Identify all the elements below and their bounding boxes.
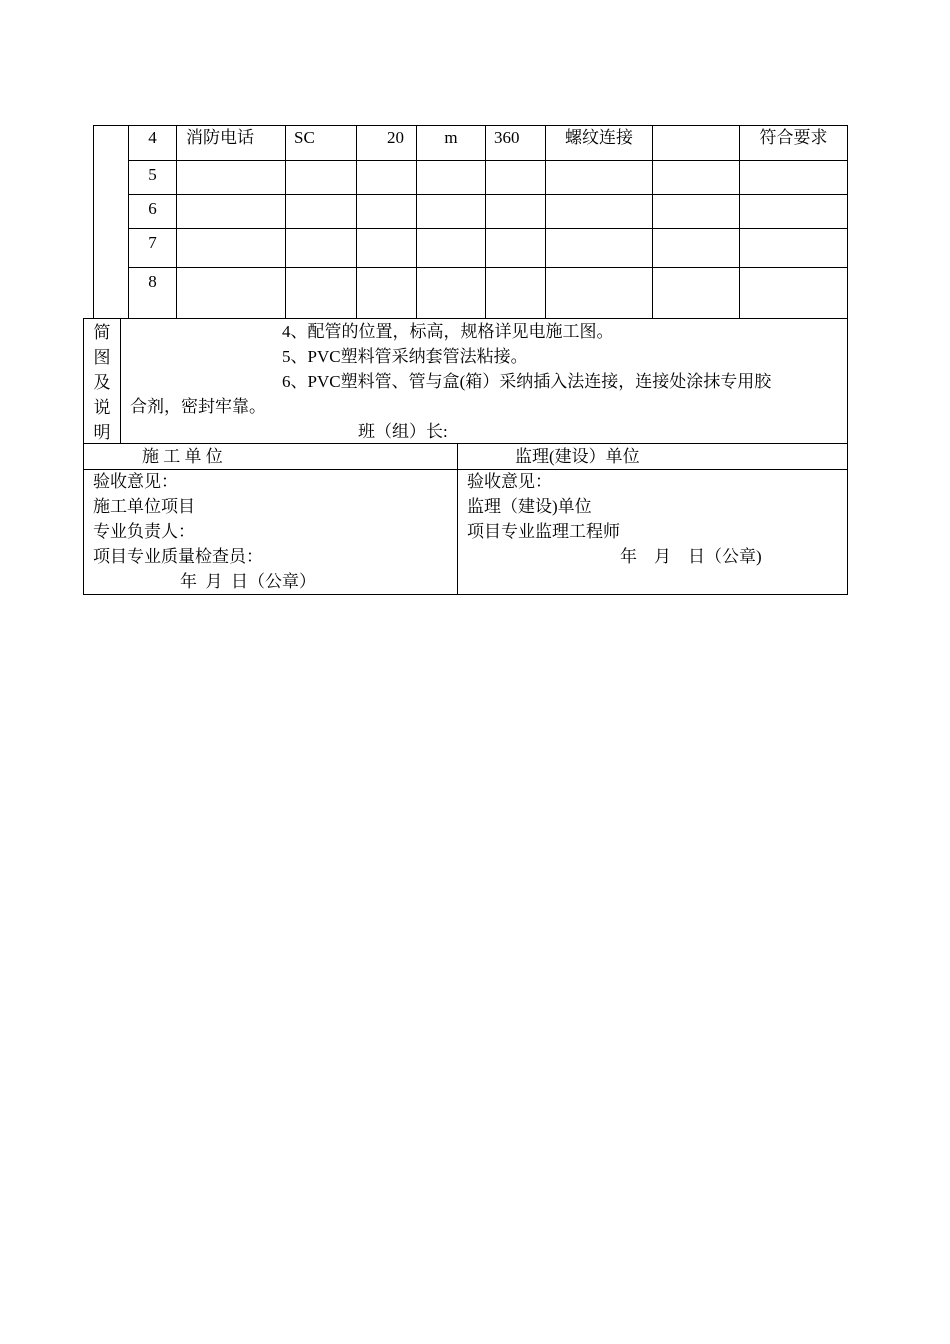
supervision-line: 项目专业监理工程师 (467, 522, 620, 541)
note-line: 合剂，密封牢靠。 (130, 397, 266, 416)
section-rule (83, 443, 848, 444)
construction-opinion-label: 验收意见： (93, 472, 178, 491)
item-method: 螺纹连接 (565, 128, 633, 147)
table-rule (739, 125, 740, 318)
section-border (83, 318, 848, 319)
item-material: SC (294, 128, 315, 147)
table-rule (128, 160, 848, 161)
table-border (93, 125, 94, 318)
table-rule (128, 267, 848, 268)
construction-line: 专业负责人： (93, 522, 195, 541)
note-line: 6、PVC塑料管、管与盒(箱）采纳插入法连接，连接处涂抹专用胶 (282, 372, 772, 391)
supervision-date-seal: 年 月 日（公章) (620, 547, 762, 566)
table-rule (485, 125, 486, 318)
construction-date-seal: 年 月 日（公章） (180, 572, 316, 591)
row-number: 6 (148, 199, 157, 218)
note-line: 5、PVC塑料管采纳套管法粘接。 (282, 347, 528, 366)
table-border (847, 125, 848, 318)
note-line: 4、配管的位置，标高，规格详见电施工图。 (282, 322, 614, 341)
section-border (83, 594, 848, 595)
notes-label-char: 简 (93, 323, 111, 342)
row-number: 4 (148, 128, 157, 147)
item-result: 符合要求 (759, 128, 828, 147)
notes-label-char: 及 (93, 373, 111, 392)
item-quantity: 360 (494, 128, 520, 147)
table-rule (176, 125, 177, 318)
row-number: 8 (148, 272, 157, 291)
construction-line: 施工单位项目 (93, 497, 195, 516)
item-name: 消防电话 (186, 128, 254, 147)
table-border (93, 125, 848, 126)
item-spec: 20 (387, 128, 404, 147)
table-rule (128, 228, 848, 229)
construction-unit-header: 施 工 单 位 (142, 447, 223, 466)
item-unit: m (444, 128, 458, 147)
construction-line: 项目专业质量检查员： (93, 547, 263, 566)
row-number: 7 (148, 233, 157, 252)
table-rule (128, 194, 848, 195)
supervision-unit-header: 监理(建设）单位 (515, 447, 640, 466)
notes-label-char: 说 (93, 398, 111, 417)
table-rule (416, 125, 417, 318)
team-leader-label: 班（组）长: (358, 422, 448, 441)
section-border (847, 318, 848, 595)
notes-label-char: 明 (93, 423, 111, 442)
supervision-opinion-label: 验收意见： (467, 472, 552, 491)
table-rule (285, 125, 286, 318)
row-number: 5 (148, 165, 157, 184)
table-rule (652, 125, 653, 318)
table-rule (545, 125, 546, 318)
table-rule (356, 125, 357, 318)
section-rule (83, 469, 848, 470)
section-rule (457, 443, 458, 594)
supervision-line: 监理（建设)单位 (467, 497, 592, 516)
notes-label (84, 320, 120, 445)
section-rule (120, 318, 121, 443)
notes-label-char: 图 (93, 348, 111, 367)
